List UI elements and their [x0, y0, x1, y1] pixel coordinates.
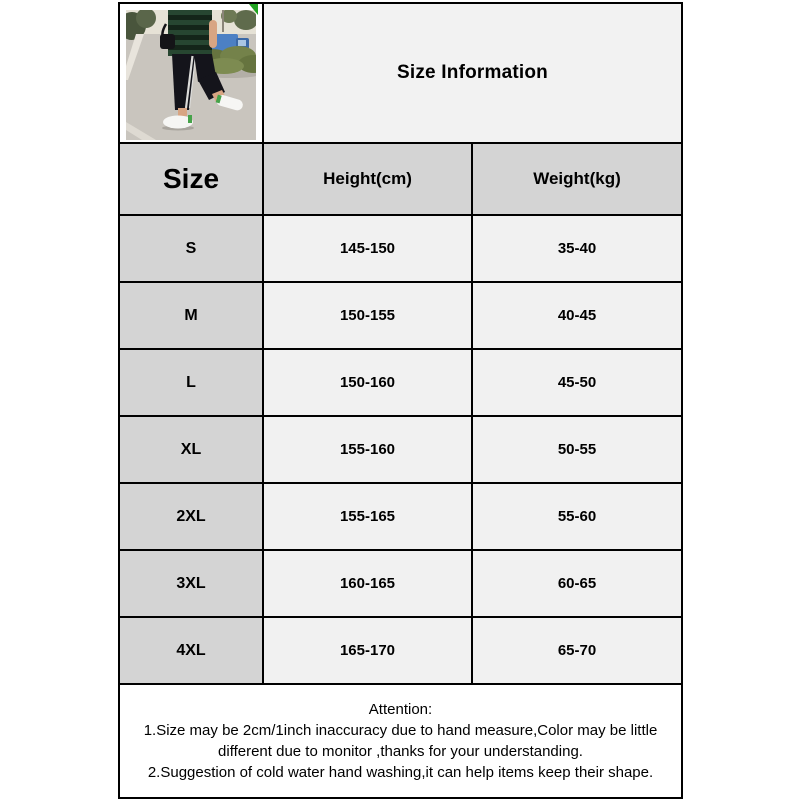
height-cell: 145-150 — [263, 215, 472, 282]
attention-line: Attention: — [368, 701, 433, 718]
height-cell: 150-160 — [263, 349, 472, 416]
table-row — [119, 215, 682, 282]
size-cell: L — [119, 349, 263, 416]
product-photo-cell — [119, 3, 263, 143]
attention-line: 2.Suggestion of cold water hand washing,it can help items keep their shape. — [147, 764, 654, 781]
height-cell: 155-160 — [263, 416, 472, 483]
size-cell: 3XL — [119, 550, 263, 617]
size-cell: M — [119, 282, 263, 349]
table-row — [119, 550, 682, 617]
table-header-row — [119, 143, 682, 215]
street-photo-illustration — [126, 10, 256, 140]
col-header-height: Height(cm) — [263, 143, 472, 215]
height-cell: 165-170 — [263, 617, 472, 684]
table-row — [119, 282, 682, 349]
height-cell: 150-155 — [263, 282, 472, 349]
attention-section — [119, 684, 682, 798]
height-cell: 155-165 — [263, 483, 472, 550]
size-cell: S — [119, 215, 263, 282]
size-cell: 4XL — [119, 617, 263, 684]
weight-cell: 50-55 — [472, 416, 682, 483]
size-cell: 2XL — [119, 483, 263, 550]
weight-cell: 55-60 — [472, 483, 682, 550]
size-sheet — [118, 2, 683, 799]
weight-cell: 65-70 — [472, 617, 682, 684]
weight-cell: 35-40 — [472, 215, 682, 282]
size-cell: XL — [119, 416, 263, 483]
table-row — [119, 349, 682, 416]
sheet-title-cell — [263, 3, 682, 143]
table-row — [119, 617, 682, 684]
attention-line: different due to monitor ,thanks for your understanding. — [218, 743, 583, 760]
weight-cell: 40-45 — [472, 282, 682, 349]
top-section — [119, 3, 682, 143]
col-header-size: Size — [119, 143, 263, 215]
page-title: Size Information — [397, 62, 548, 83]
table-row — [119, 416, 682, 483]
product-photo — [126, 10, 256, 140]
size-information-table — [118, 2, 683, 799]
weight-cell: 60-65 — [472, 550, 682, 617]
weight-cell: 45-50 — [472, 349, 682, 416]
attention-box — [119, 684, 682, 798]
attention-line: 1.Size may be 2cm/1inch inaccuracy due to hand measure,Color may be little — [143, 722, 658, 739]
height-cell: 160-165 — [263, 550, 472, 617]
green-corner-marker-icon — [249, 4, 258, 15]
col-header-weight: Weight(kg) — [472, 143, 682, 215]
table-row — [119, 483, 682, 550]
